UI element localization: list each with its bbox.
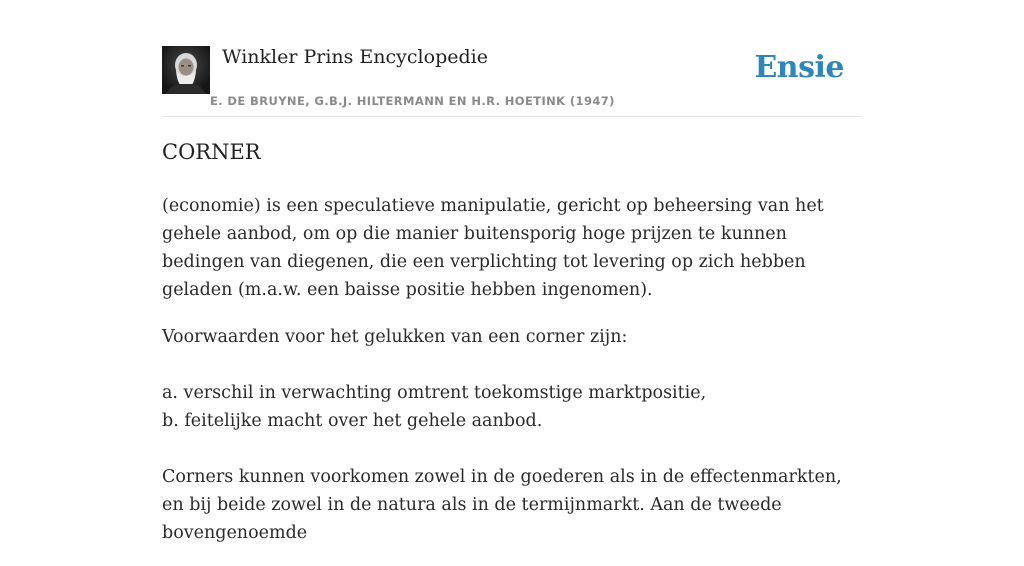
- entry-body: [162, 192, 862, 566]
- condition-a: a. verschil in verwachting omtrent toekomstige marktpositie,: [162, 383, 707, 403]
- authors-line: E. DE BRUYNE, G.B.J. HILTERMANN EN H.R. HOETINK (1947): [210, 94, 615, 108]
- source-title[interactable]: Winkler Prins Encyclopedie: [222, 46, 488, 68]
- condition-b: b. feitelijke macht over het gehele aanbod.: [162, 411, 543, 431]
- spacer: [162, 435, 862, 463]
- conditions-intro: Voorwaarden voor het gelukken van een corner zijn:: [162, 327, 628, 347]
- paragraph-3: Corners kunnen voorkomen zowel in de goederen als in de effectenmarkten, en bij beide zowel in de natura als in de termijnmarkt. Aan de tweede bovengenoemde: [162, 467, 842, 543]
- portrait-photo-icon: [162, 46, 210, 94]
- entry-title: CORNER: [162, 140, 261, 164]
- source-header: [162, 46, 862, 117]
- spacer: [162, 351, 862, 379]
- paragraph-2: [162, 323, 862, 547]
- ensie-logo[interactable]: Ensie: [754, 50, 844, 85]
- paragraph-1: (economie) is een speculatieve manipulatie, gericht op beheersing van het gehele aanbod, om op die manier buitensporig hoge prijzen te kunnen bedingen van diegenen, die een verplichting tot levering op zich hebben geladen (m.a.w. een baisse positie hebben ingenomen).: [162, 196, 824, 300]
